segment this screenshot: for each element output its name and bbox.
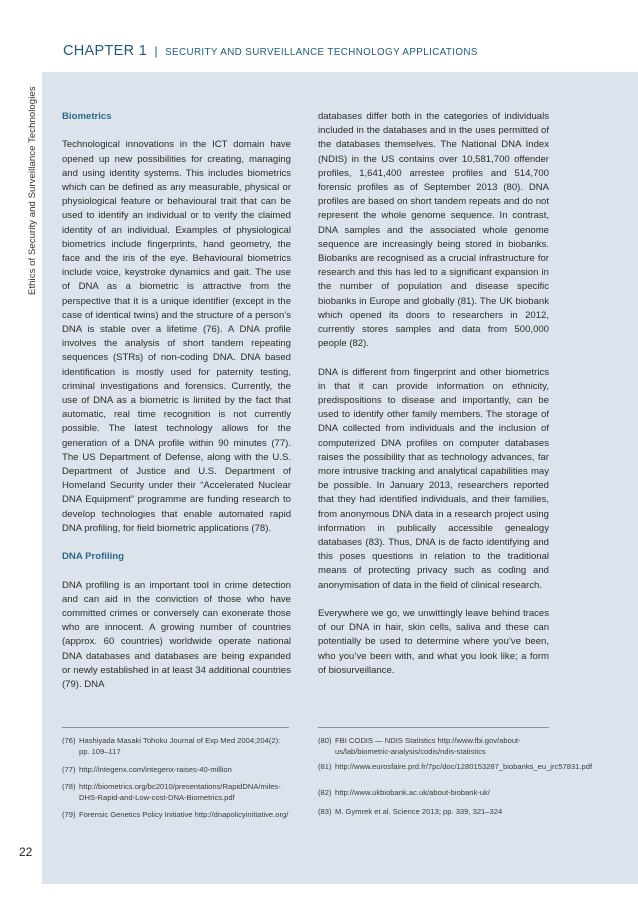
paragraph: Everywhere we go, we unwittingly leave behind traces of our DNA in hair, skin cells, saliva and these can potentially be used to determine where you’ve been, who you’ve been with, and what you look like; a form of biosurveillance. [318, 608, 549, 676]
footnote-text: http://biometrics.org/bc2010/presentations/RapidDNA/miles-DHS-Rapid-and-Low-cost-DNA-Biometrics.pdf [79, 782, 281, 802]
paragraph: Technological innovations in the ICT domain have opened up new possibilities for creating, managing and using identity systems. This includes biometrics which can be defined as any measurable, physical or physiological feature or behavioural trait that can be used to identify an individual or to verify the claimed identity of an individual. Examples of physiological biometrics include fingerprints, hand geometry, the face and the iris of the eye. Behavioural biometrics include voice, keystroke dynamics and gait. The use of DNA as a biometric is attractive from the perspective that it is a unique identifier (except in the case of identical twins) and the structure of a person’s DNA is stable over a lifetime (76). A DNA profile involves the analysis of short tandem repeating sequences (STRs) of non-coding DNA. DNA based identification is mostly used for paternity testing, criminal investigations and forensics. Currently, the use of DNA as a biometric is limited by the fact that automatic, real time recognition is not currently possible. The latest technology allows for the generation of a DNA profile within 90 minutes (77). The US Department of Defense, along with the U.S. Department of Justice and U.S. Department of Homeland Security under their “Accelerated Nuclear DNA Equipment” programme are funding research to develop technologies that enable automated rapid DNA profiling, for field biometric applications (78). [62, 139, 291, 534]
heading-dna-profiling: DNA Profiling [62, 551, 124, 563]
footnote-text: Hashiyada Masaki Tohoku Journal of Exp Med 2004;204(2): pp. 109–117 [79, 736, 281, 756]
footnote-number: (83) [318, 807, 332, 816]
paragraph: DNA profiling is an important tool in crime detection and can aid in the conviction of those who have committed crimes or conversely can exonerate those who are innocent. A growing number of countries (approx. 60 countries) worldwide operate national DNA databases and databases are being expanded or newly established in at least 34 additional countries (79). DNA [62, 579, 291, 691]
footnote-number: (76) [62, 736, 76, 745]
chapter-header [63, 42, 623, 60]
footnote-number: (80) [318, 736, 332, 745]
footnote-text: FBI CODIS — NDIS Statistics http://www.fbi.gov/about-us/lab/biometric-analysis/codis/ndis-statistics [335, 736, 521, 756]
footnote-number: (82) [318, 788, 332, 797]
footnote-divider [318, 727, 549, 728]
footnote-text: http://www.eurosfaire.prd.fr/7pc/doc/1280153287_biobanks_eu_jrc57831.pdf [335, 762, 593, 771]
footnote-number: (77) [62, 765, 76, 774]
footnote-number: (81) [318, 762, 332, 771]
chapter-subtitle: SECURITY AND SURVEILLANCE TECHNOLOGY APPLICATIONS [165, 47, 478, 58]
side-running-title: Ethics of Security and Surveillance Technologies [27, 86, 38, 295]
heading-biometrics: Biometrics [62, 111, 112, 122]
footnote-text: Forensic Genetics Policy Initiative http://dnapolicyinitiative.org/ [79, 810, 289, 819]
paragraph: DNA is different from fingerprint and other biometrics in that it can provide information on ethnicity, predispositions to disease and importantly, can be used to identify other family members. The storage of DNA collected from individuals and the inclusion of computerized DNA profiles on computer databases raises the possibility that as technology advances, far more intrusive tracking and analytical capabilities may be possible. In January 2013, researchers reported that they had identified individuals, and their families, from anonymous DNA data in a research project using information in publically accessible genealogy databases (83). Thus, DNA is de facto identifying and this poses questions in relation to the traditional means of protecting privacy such as coding and anonymisation of data in the field of clinical research. [318, 366, 549, 591]
header-separator: | [154, 44, 158, 58]
footnote-divider [62, 727, 289, 728]
footnote-text: http://www.ukbiobank.ac.uk/about-biobank-uk/ [335, 788, 490, 797]
footnote-number: (78) [62, 782, 76, 791]
chapter-label: CHAPTER 1 [63, 43, 148, 59]
footnote-number: (79) [62, 810, 76, 819]
right-column [318, 110, 549, 678]
paragraph: databases differ both in the categories of individuals included in the databases and in the uses permitted of the databases themselves. The National DNA Index (NDIS) in the US contains over 10,581,700 offender profiles, 1,641,400 arrestee profiles and 514,700 forensic profiles as of September 2013 (80). DNA profiles are based on short tandem repeats and do not represent the whole genome sequence. In contrast, DNA samples and the associated whole genome sequence are increasingly being stored in biobanks. Biobanks are recognised as a crucial infrastructure for research and this has led to a significant expansion in the number of population and disease specific biobanks in Europe and globally (81). The UK biobank which opened its doors to researchers in 2012, currently stores samples and data from 500,000 people (82). [318, 111, 549, 350]
left-column [62, 110, 291, 692]
footnote-text: M. Gymrek et al. Science 2013; pp. 339, 321–324 [335, 807, 503, 816]
page-number: 22 [19, 845, 33, 859]
footnote-text: http://integenx.com/integenx-raises-40-million [79, 765, 232, 774]
